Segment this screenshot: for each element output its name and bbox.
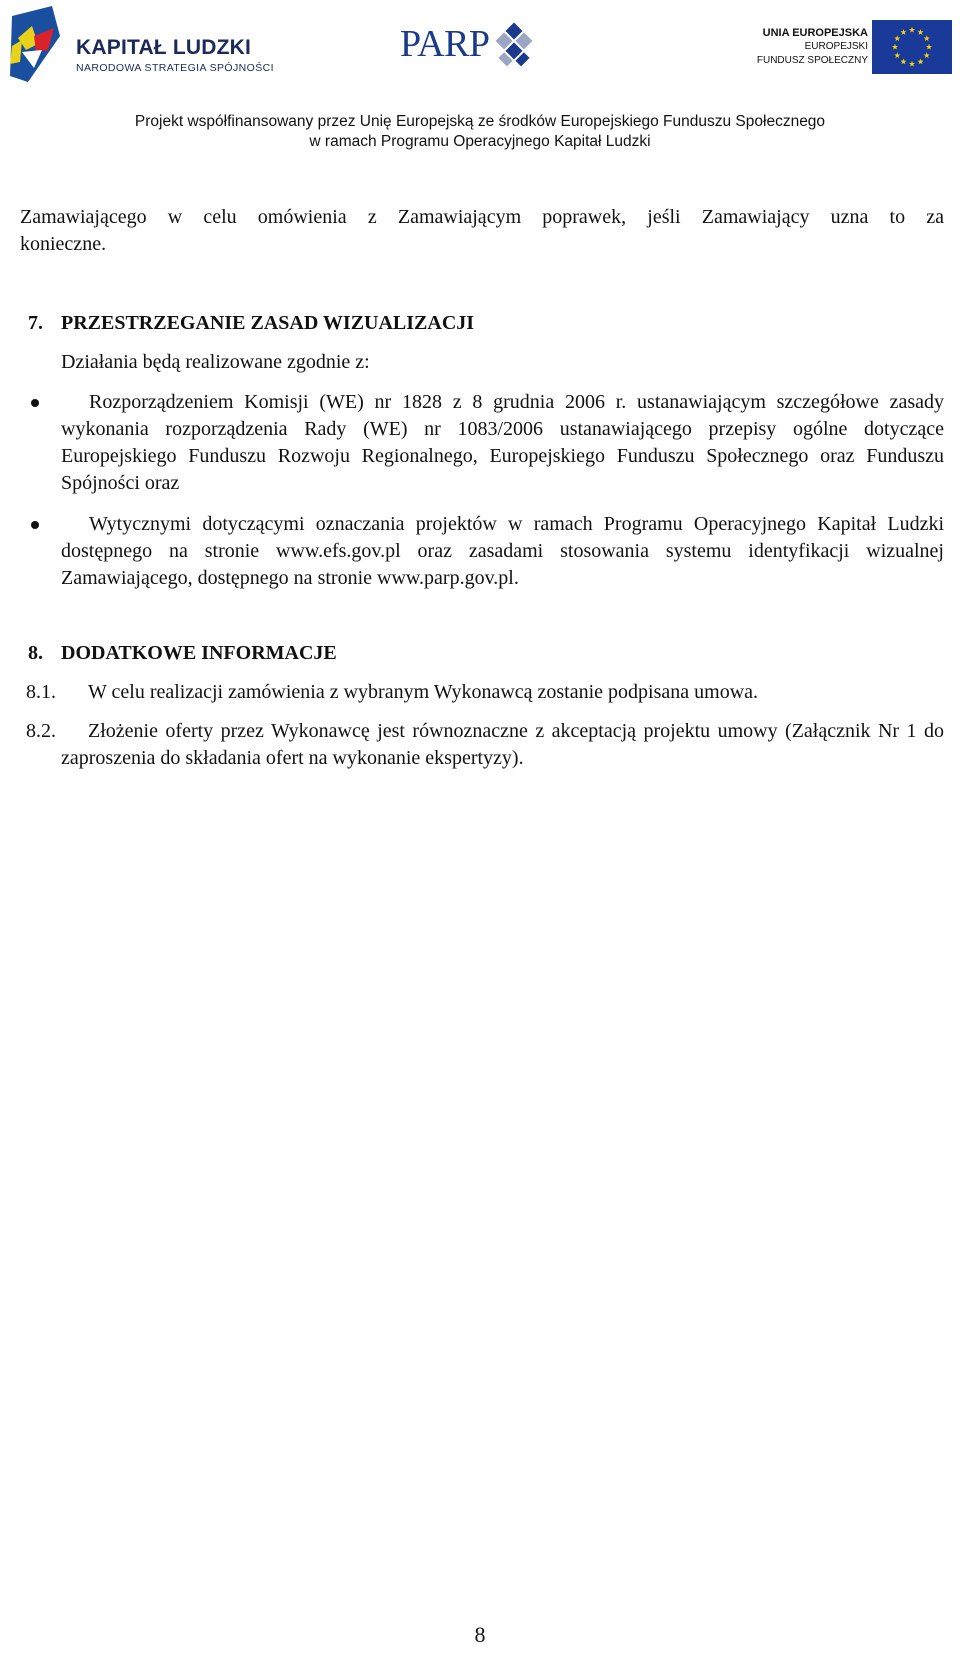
kapital-ludzki-subtitle: NARODOWA STRATEGIA SPÓJNOŚCI [76,62,274,74]
intro-line-2: konieczne. [20,233,107,255]
cofunding-line-1: Projekt współfinansowany przez Unię Europejską ze środków Europejskiego Funduszu Społecznego [134,113,826,130]
eu-line3: FUNDUSZ SPOŁECZNY [756,55,868,66]
cofunding-line-2: w ramach Programu Operacyjnego Kapitał Ludzki [309,133,651,150]
section-7-number: 7. [28,312,43,334]
eu-line2: EUROPEJSKI [804,41,868,52]
bullet-2-dot-icon [31,521,39,529]
eu-flag-icon [872,20,952,74]
eu-logo-text [757,26,868,68]
kapital-ludzki-emblem-icon [8,6,64,86]
item-8-1-number: 8.1. [26,681,56,703]
bullet-1-text: Rozporządzeniem Komisji (WE) nr 1828 z 8 grudnia 2006 r. ustanawiającym szczegółowe zasady wykonania rozporządzenia Rady (WE) nr 1083/2006 ustanawiającego przepisy ogólne dotyczące Europejskiego Funduszu Rozwoju Regionalnego, Europejskiego Funduszu Społecznego oraz Funduszu Spójności oraz [61,391,944,494]
item-8-2-number: 8.2. [26,720,56,742]
page-number: 8 [474,1622,486,1647]
kapital-ludzki-title: KAPITAŁ LUDZKI [76,36,252,59]
page-header [0,0,960,160]
section-7-lead: Działania będą realizowane zgodnie z: [61,351,370,373]
section-7-heading [28,310,474,337]
section-8-title: DODATKOWE INFORMACJE [61,642,337,664]
eu-logo [740,18,956,78]
section-8-number: 8. [28,642,43,664]
parp-logo [400,16,570,76]
section-8-heading [28,640,337,667]
section-7-title: PRZESTRZEGANIE ZASAD WIZUALIZACJI [61,312,475,334]
parp-wordmark: PARP [400,23,490,65]
item-8-2-text: Złożenie oferty przez Wykonawcę jest równoznaczne z akceptacją projektu umowy (Załącznik Nr 1 do zaproszenia do składania ofert na wykonanie ekspertyzy). [61,720,944,769]
intro-line-1: Zamawiającego w celu omówienia z Zamawiającym poprawek, jeśli Zamawiający uzna to za [20,206,944,228]
bullet-2-text: Wytycznymi dotyczącymi oznaczania projektów w ramach Programu Operacyjnego Kapitał Ludzki dostępnego na stronie www.efs.gov.pl oraz zasadami stosowania systemu identyfikacji wizualnej Zamawiającego, dostępnego na stronie www.parp.gov.pl. [61,513,944,589]
eu-line1: UNIA EUROPEJSKA [762,27,868,39]
parp-emblem-icon [484,18,544,78]
item-8-1-text: W celu realizacji zamówienia z wybranym Wykonawcą zostanie podpisana umowa. [88,681,759,703]
bullet-1-dot-icon [31,399,39,407]
kapital-ludzki-logo [8,6,274,90]
